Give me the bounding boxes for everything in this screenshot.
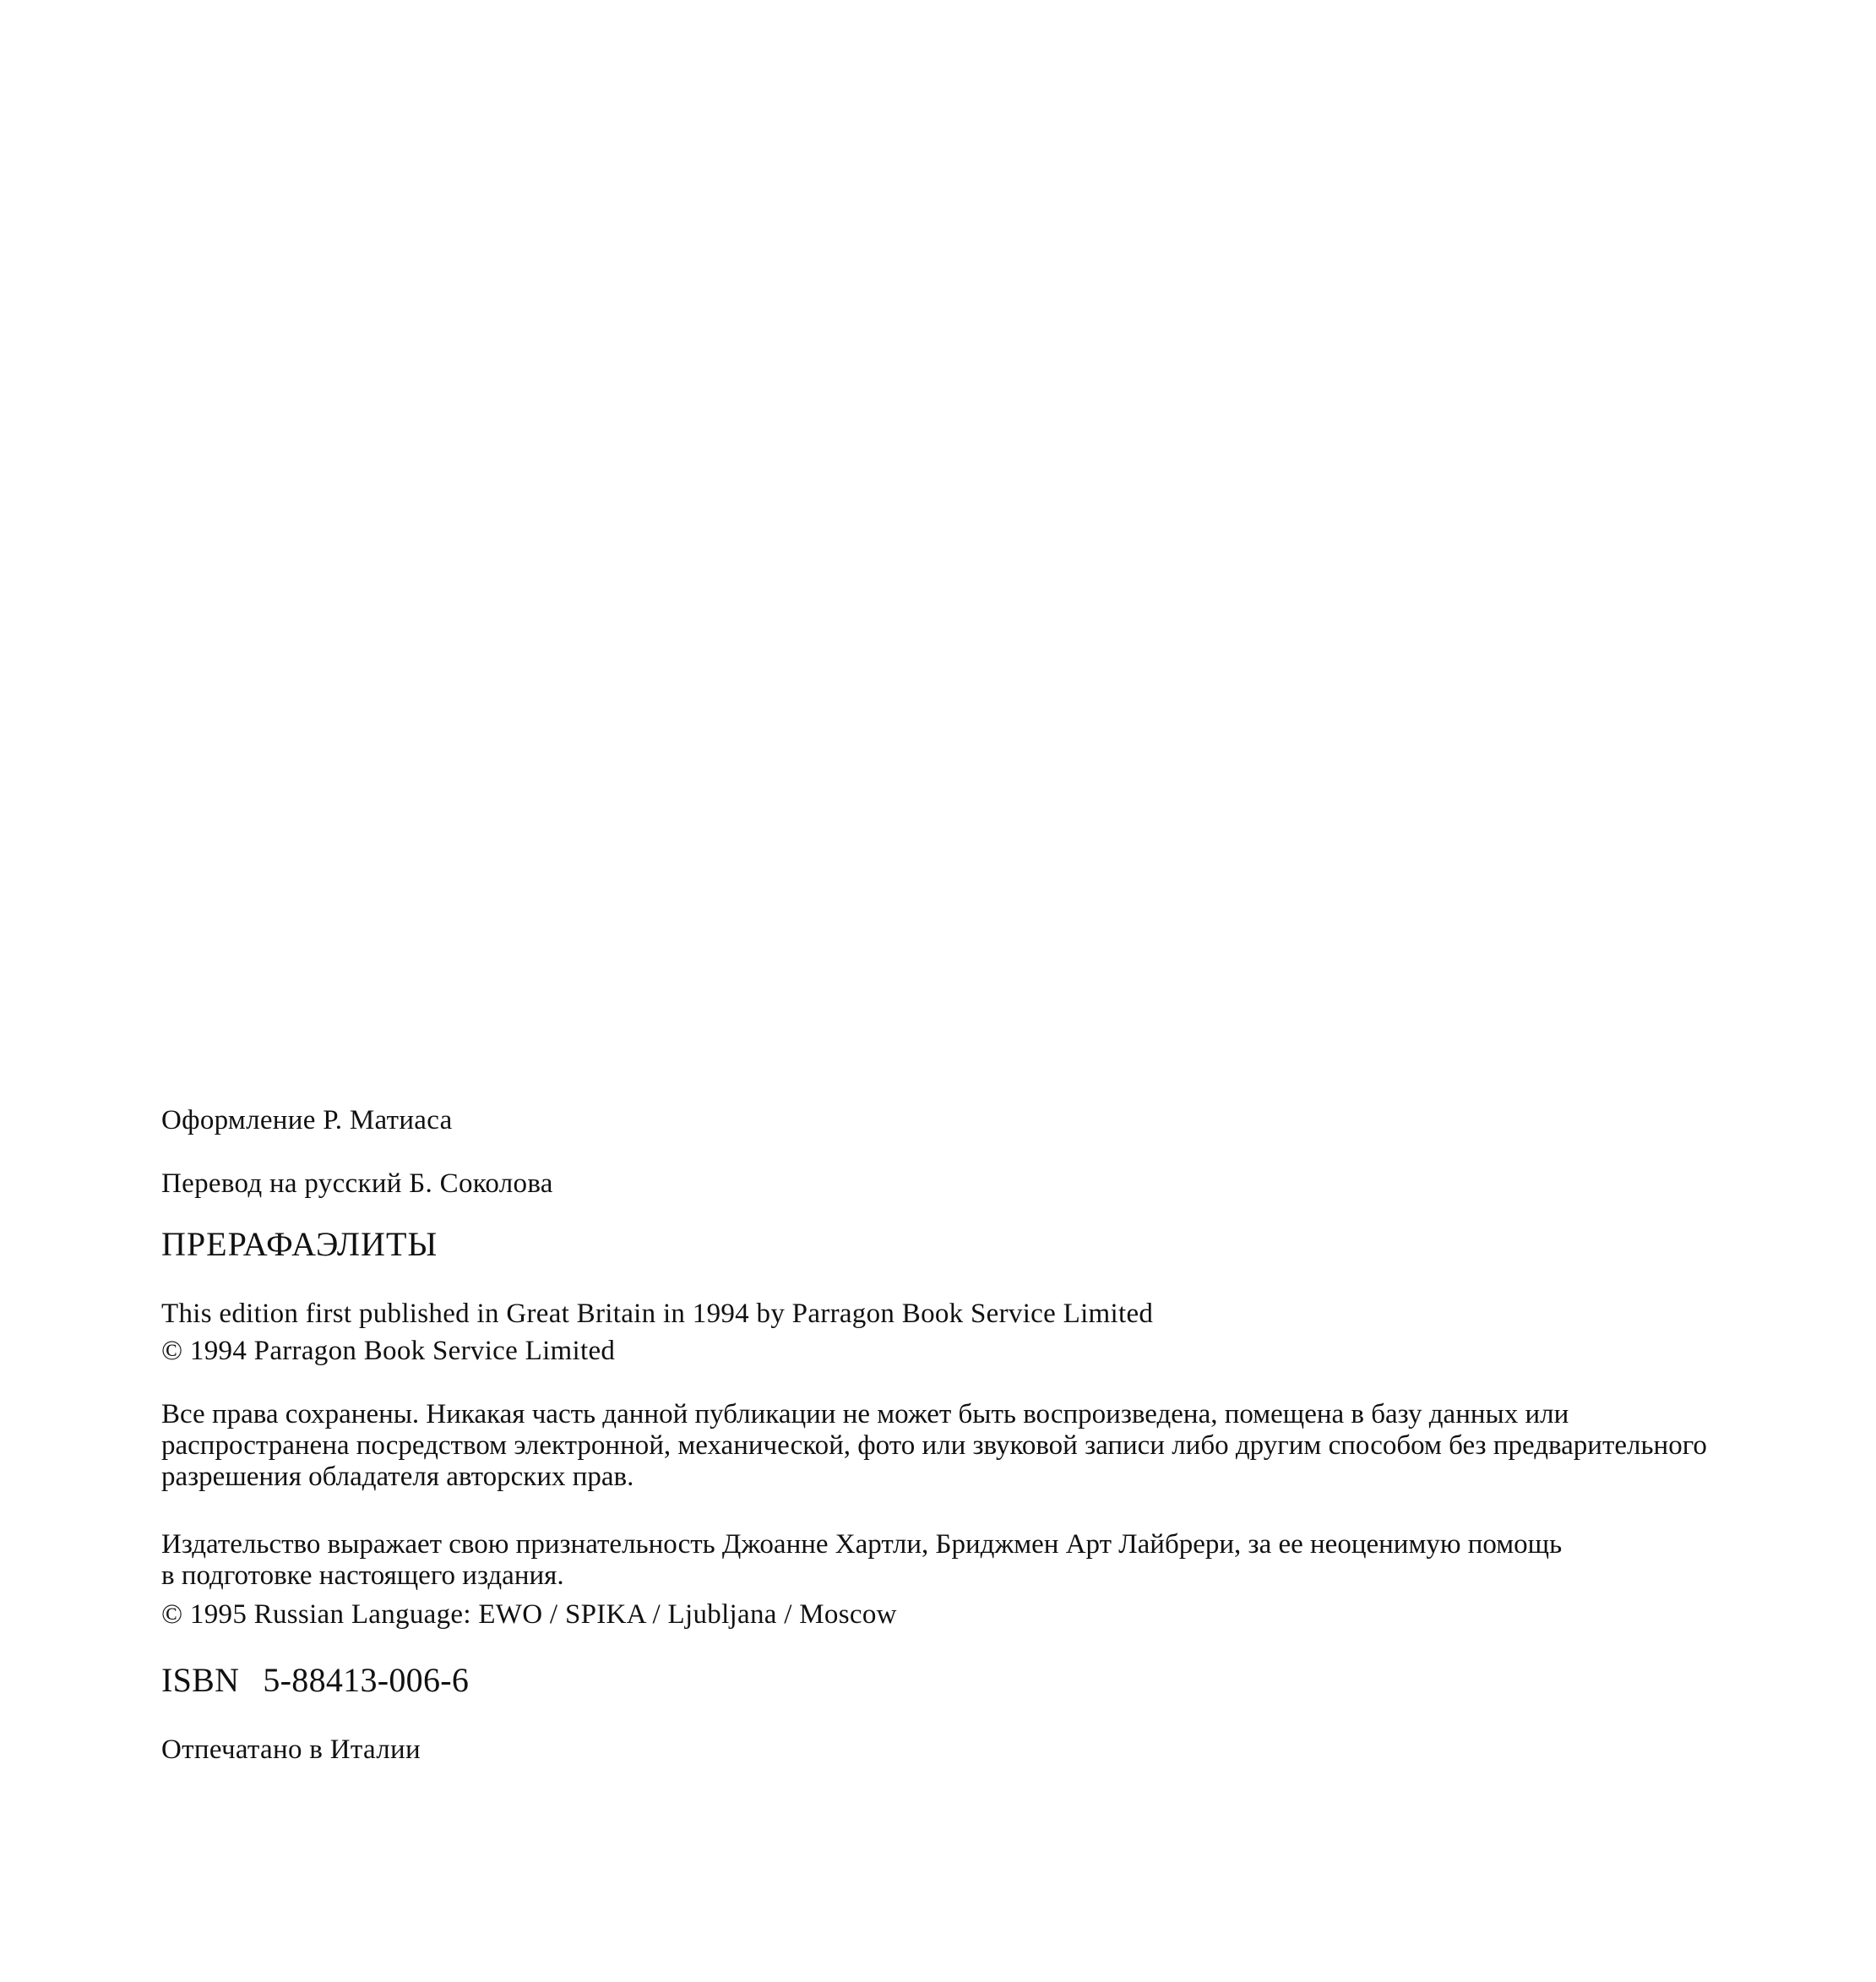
rights-notice-line: разрешения обладателя авторских прав. [161, 1462, 634, 1492]
copyright-russian: © 1995 Russian Language: EWO / SPIKA / Ljubljana / Moscow [161, 1599, 897, 1630]
acknowledgement [161, 1529, 1562, 1592]
acknowledgement-line: Издательство выражает свою признательность Джоанне Хартли, Бриджмен Арт Лайбрери, за ее неоценимую помощь [161, 1529, 1563, 1560]
acknowledgement-line: в подготовке настоящего издания. [161, 1560, 564, 1591]
edition-note: This edition first published in Great Britain in 1994 by Parragon Book Service Limited [161, 1299, 1154, 1329]
printed-in: Отпечатано в Италии [161, 1734, 421, 1765]
isbn-label: ISBN [161, 1661, 240, 1699]
isbn [161, 1661, 469, 1700]
translation-credit: Перевод на русский Б. Соколова [161, 1168, 553, 1199]
book-title: ПРЕРАФАЭЛИТЫ [161, 1225, 438, 1263]
copyright-original: © 1994 Parragon Book Service Limited [161, 1336, 616, 1366]
rights-notice-line: Все права сохранены. Никакая часть данной публикации не может быть воспроизведена, помещена в базу данных или [161, 1399, 1569, 1429]
rights-notice-line: распространена посредством электронной, механической, фото или звуковой записи либо другим способом без предварительного [161, 1430, 1707, 1461]
design-credit: Оформление Р. Матиаса [161, 1105, 453, 1135]
isbn-number: 5-88413-006-6 [263, 1661, 470, 1699]
rights-notice [161, 1399, 1707, 1493]
